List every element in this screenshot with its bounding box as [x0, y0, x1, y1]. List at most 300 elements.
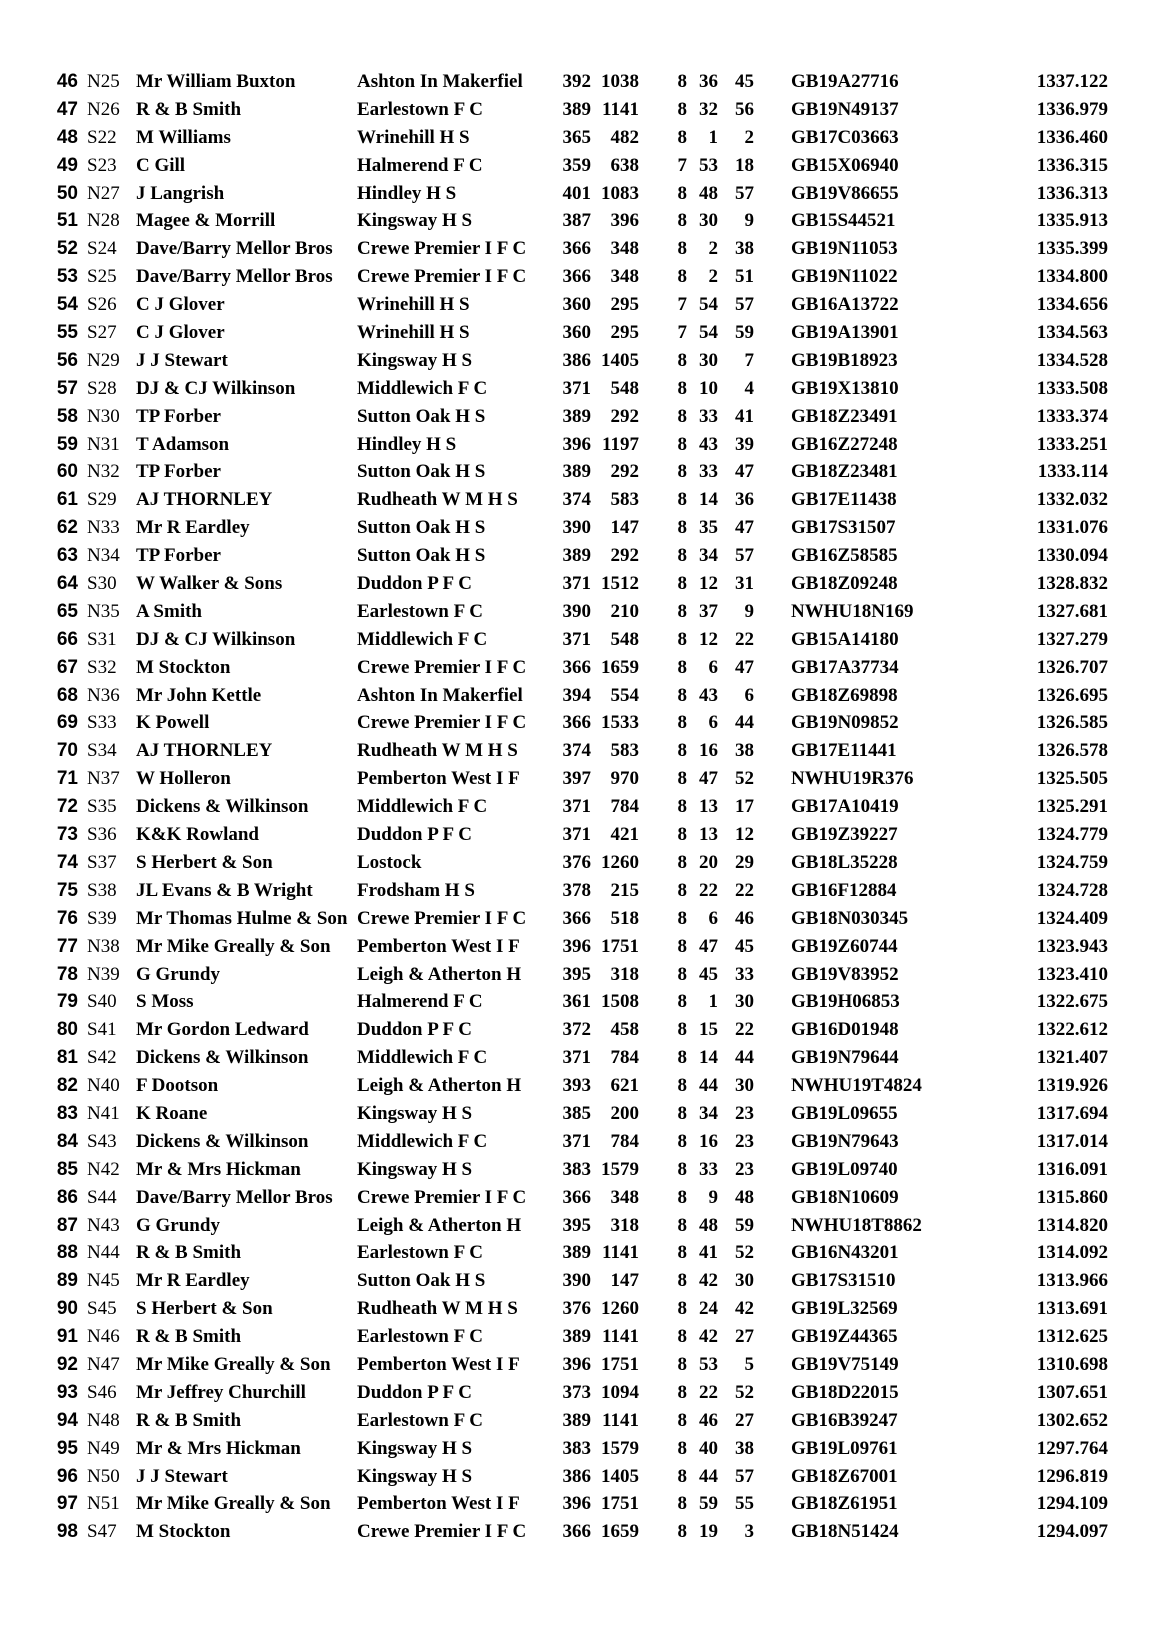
section-cell: N36: [87, 684, 120, 706]
ring-number-cell: GB18N51424: [791, 1521, 899, 1543]
position-cell: 64: [56, 573, 78, 595]
seconds-cell: 38: [735, 1437, 754, 1459]
yards-cell: 1141: [602, 1242, 639, 1264]
ring-number-cell: GB17A10419: [791, 796, 899, 818]
position-cell: 95: [56, 1437, 78, 1459]
club-cell: Leigh & Atherton H: [357, 1075, 522, 1097]
minutes-cell: 44: [699, 1075, 718, 1097]
hours-cell: 8: [677, 1437, 687, 1459]
miles-cell: 360: [562, 322, 591, 344]
velocity-cell: 1334.563: [1036, 322, 1108, 344]
velocity-cell: 1313.691: [1036, 1298, 1108, 1320]
club-cell: Crewe Premier I F C: [357, 266, 527, 288]
result-row: [0, 1379, 1158, 1407]
miles-cell: 389: [562, 545, 591, 567]
hours-cell: 8: [677, 266, 687, 288]
hours-cell: 8: [677, 935, 687, 957]
result-row: [0, 375, 1158, 403]
section-cell: S23: [87, 154, 117, 176]
club-cell: Crewe Premier I F C: [357, 907, 527, 929]
yards-cell: 1751: [601, 1353, 639, 1375]
miles-cell: 366: [562, 656, 591, 678]
yards-cell: 295: [610, 322, 639, 344]
hours-cell: 8: [677, 461, 687, 483]
seconds-cell: 44: [735, 1047, 754, 1069]
position-cell: 97: [56, 1493, 78, 1515]
ring-number-cell: GB16B39247: [791, 1409, 898, 1431]
ring-number-cell: GB15A14180: [791, 628, 899, 650]
minutes-cell: 34: [699, 1102, 718, 1124]
result-row: [0, 1267, 1158, 1295]
section-cell: S46: [87, 1381, 117, 1403]
position-cell: 63: [56, 545, 78, 567]
section-cell: N26: [87, 98, 120, 120]
velocity-cell: 1294.109: [1036, 1493, 1108, 1515]
velocity-cell: 1331.076: [1036, 517, 1108, 539]
name-cell: Dave/Barry Mellor Bros: [136, 238, 333, 260]
minutes-cell: 48: [699, 182, 718, 204]
minutes-cell: 12: [699, 573, 718, 595]
velocity-cell: 1324.759: [1036, 851, 1108, 873]
miles-cell: 366: [562, 238, 591, 260]
position-cell: 81: [56, 1047, 78, 1069]
minutes-cell: 6: [708, 656, 718, 678]
seconds-cell: 48: [735, 1186, 754, 1208]
position-cell: 66: [56, 628, 78, 650]
section-cell: S25: [87, 266, 117, 288]
position-cell: 75: [56, 879, 78, 901]
club-cell: Wrinehill H S: [357, 322, 470, 344]
yards-cell: 1751: [601, 935, 639, 957]
club-cell: Kingsway H S: [357, 349, 473, 371]
minutes-cell: 12: [699, 628, 718, 650]
seconds-cell: 30: [735, 991, 754, 1013]
hours-cell: 8: [677, 1186, 687, 1208]
name-cell: J J Stewart: [136, 1465, 228, 1487]
club-cell: Hindley H S: [357, 182, 457, 204]
name-cell: J Langrish: [136, 182, 225, 204]
name-cell: Mr Thomas Hulme & Son: [136, 907, 348, 929]
result-row: [0, 347, 1158, 375]
club-cell: Duddon P F C: [357, 824, 472, 846]
velocity-cell: 1317.694: [1036, 1102, 1108, 1124]
seconds-cell: 59: [735, 322, 754, 344]
minutes-cell: 53: [699, 1353, 718, 1375]
seconds-cell: 12: [735, 824, 754, 846]
yards-cell: 1197: [602, 433, 639, 455]
result-row: [0, 180, 1158, 208]
name-cell: C J Glover: [136, 294, 225, 316]
minutes-cell: 54: [699, 322, 718, 344]
velocity-cell: 1332.032: [1036, 489, 1108, 511]
miles-cell: 365: [562, 126, 591, 148]
position-cell: 77: [56, 935, 78, 957]
hours-cell: 8: [677, 182, 687, 204]
club-cell: Wrinehill H S: [357, 126, 470, 148]
result-row: [0, 152, 1158, 180]
velocity-cell: 1327.681: [1036, 600, 1108, 622]
result-row: [0, 1239, 1158, 1267]
miles-cell: 389: [562, 1409, 591, 1431]
section-cell: N46: [87, 1326, 120, 1348]
position-cell: 69: [56, 712, 78, 734]
miles-cell: 390: [562, 1270, 591, 1292]
section-cell: S34: [87, 740, 117, 762]
hours-cell: 8: [677, 740, 687, 762]
section-cell: N43: [87, 1214, 120, 1236]
velocity-cell: 1294.097: [1036, 1521, 1108, 1543]
result-row: [0, 1072, 1158, 1100]
ring-number-cell: GB19L09761: [791, 1437, 898, 1459]
yards-cell: 421: [610, 824, 639, 846]
club-cell: Pemberton West I F: [357, 1493, 520, 1515]
minutes-cell: 44: [699, 1465, 718, 1487]
velocity-cell: 1317.014: [1036, 1130, 1108, 1152]
result-row: [0, 933, 1158, 961]
seconds-cell: 27: [735, 1326, 754, 1348]
miles-cell: 393: [562, 1075, 591, 1097]
ring-number-cell: GB16D01948: [791, 1019, 899, 1041]
ring-number-cell: GB19A13901: [791, 322, 899, 344]
club-cell: Sutton Oak H S: [357, 405, 486, 427]
velocity-cell: 1334.800: [1036, 266, 1108, 288]
position-cell: 60: [56, 461, 78, 483]
velocity-cell: 1313.966: [1036, 1270, 1108, 1292]
minutes-cell: 1: [708, 991, 718, 1013]
seconds-cell: 23: [735, 1102, 754, 1124]
hours-cell: 8: [677, 991, 687, 1013]
seconds-cell: 55: [735, 1493, 754, 1515]
position-cell: 71: [56, 768, 78, 790]
miles-cell: 389: [562, 1326, 591, 1348]
velocity-cell: 1324.779: [1036, 824, 1108, 846]
miles-cell: 376: [562, 851, 591, 873]
seconds-cell: 57: [735, 1465, 754, 1487]
result-row: [0, 431, 1158, 459]
yards-cell: 318: [610, 963, 639, 985]
section-cell: N44: [87, 1242, 120, 1264]
hours-cell: 8: [677, 1130, 687, 1152]
name-cell: Mr & Mrs Hickman: [136, 1437, 301, 1459]
name-cell: R & B Smith: [136, 1409, 242, 1431]
ring-number-cell: GB19V83952: [791, 963, 899, 985]
ring-number-cell: GB19V75149: [791, 1353, 899, 1375]
section-cell: N34: [87, 545, 120, 567]
miles-cell: 366: [562, 1186, 591, 1208]
name-cell: R & B Smith: [136, 1326, 242, 1348]
ring-number-cell: GB19N79643: [791, 1130, 899, 1152]
miles-cell: 389: [562, 1242, 591, 1264]
result-row: [0, 682, 1158, 710]
miles-cell: 396: [562, 1353, 591, 1375]
seconds-cell: 38: [735, 238, 754, 260]
section-cell: N27: [87, 182, 120, 204]
ring-number-cell: GB18Z69898: [791, 684, 898, 706]
ring-number-cell: GB17E11438: [791, 489, 897, 511]
seconds-cell: 30: [735, 1270, 754, 1292]
seconds-cell: 23: [735, 1130, 754, 1152]
position-cell: 93: [56, 1381, 78, 1403]
velocity-cell: 1326.585: [1036, 712, 1108, 734]
seconds-cell: 38: [735, 740, 754, 762]
hours-cell: 8: [677, 1158, 687, 1180]
position-cell: 76: [56, 907, 78, 929]
name-cell: M Stockton: [136, 656, 231, 678]
minutes-cell: 47: [699, 768, 718, 790]
velocity-cell: 1328.832: [1036, 573, 1108, 595]
miles-cell: 396: [562, 433, 591, 455]
ring-number-cell: GB17A37734: [791, 656, 899, 678]
club-cell: Kingsway H S: [357, 1102, 473, 1124]
ring-number-cell: GB15S44521: [791, 210, 896, 232]
velocity-cell: 1326.707: [1036, 656, 1108, 678]
ring-number-cell: GB15X06940: [791, 154, 899, 176]
miles-cell: 372: [562, 1019, 591, 1041]
hours-cell: 8: [677, 573, 687, 595]
section-cell: N49: [87, 1437, 120, 1459]
section-cell: N35: [87, 600, 120, 622]
ring-number-cell: GB19A27716: [791, 71, 899, 92]
position-cell: 57: [56, 377, 78, 399]
hours-cell: 8: [677, 1409, 687, 1431]
miles-cell: 366: [562, 266, 591, 288]
position-cell: 51: [56, 210, 78, 232]
yards-cell: 784: [610, 796, 639, 818]
result-row: [0, 1212, 1158, 1240]
miles-cell: 366: [562, 712, 591, 734]
section-cell: N42: [87, 1158, 120, 1180]
velocity-cell: 1324.409: [1036, 907, 1108, 929]
ring-number-cell: NWHU18N169: [791, 600, 914, 622]
section-cell: S42: [87, 1047, 117, 1069]
position-cell: 89: [56, 1270, 78, 1292]
name-cell: JL Evans & B Wright: [136, 879, 313, 901]
miles-cell: 392: [562, 71, 591, 92]
hours-cell: 7: [677, 322, 687, 344]
minutes-cell: 22: [699, 879, 718, 901]
velocity-cell: 1333.251: [1036, 433, 1108, 455]
name-cell: G Grundy: [136, 1214, 220, 1236]
club-cell: Duddon P F C: [357, 1381, 472, 1403]
minutes-cell: 32: [699, 98, 718, 120]
section-cell: S24: [87, 238, 117, 260]
minutes-cell: 43: [699, 684, 718, 706]
minutes-cell: 43: [699, 433, 718, 455]
minutes-cell: 30: [699, 210, 718, 232]
seconds-cell: 9: [744, 210, 754, 232]
club-cell: Middlewich F C: [357, 1130, 488, 1152]
hours-cell: 8: [677, 1326, 687, 1348]
yards-cell: 1508: [601, 991, 639, 1013]
result-row: [0, 849, 1158, 877]
seconds-cell: 2: [744, 126, 754, 148]
yards-cell: 295: [610, 294, 639, 316]
position-cell: 92: [56, 1353, 78, 1375]
hours-cell: 8: [677, 489, 687, 511]
hours-cell: 8: [677, 1521, 687, 1543]
section-cell: S40: [87, 991, 117, 1013]
minutes-cell: 42: [699, 1270, 718, 1292]
club-cell: Rudheath W M H S: [357, 740, 518, 762]
result-row: [0, 68, 1158, 96]
hours-cell: 8: [677, 1465, 687, 1487]
position-cell: 83: [56, 1102, 78, 1124]
result-row: [0, 765, 1158, 793]
hours-cell: 8: [677, 768, 687, 790]
section-cell: S38: [87, 879, 117, 901]
hours-cell: 8: [677, 628, 687, 650]
name-cell: Magee & Morrill: [136, 210, 276, 232]
name-cell: C J Glover: [136, 322, 225, 344]
velocity-cell: 1330.094: [1036, 545, 1108, 567]
section-cell: N50: [87, 1465, 120, 1487]
seconds-cell: 22: [735, 879, 754, 901]
result-row: [0, 1016, 1158, 1044]
club-cell: Pemberton West I F: [357, 1353, 520, 1375]
name-cell: K Powell: [136, 712, 210, 734]
ring-number-cell: GB18N030345: [791, 907, 909, 929]
hours-cell: 8: [677, 126, 687, 148]
seconds-cell: 23: [735, 1158, 754, 1180]
hours-cell: 8: [677, 1242, 687, 1264]
seconds-cell: 47: [735, 517, 754, 539]
section-cell: N30: [87, 405, 120, 427]
ring-number-cell: GB16F12884: [791, 879, 897, 901]
hours-cell: 8: [677, 71, 687, 92]
name-cell: Mr R Eardley: [136, 517, 250, 539]
club-cell: Kingsway H S: [357, 1437, 473, 1459]
ring-number-cell: GB19Z60744: [791, 935, 898, 957]
ring-number-cell: GB18Z09248: [791, 573, 898, 595]
miles-cell: 366: [562, 907, 591, 929]
position-cell: 54: [56, 294, 78, 316]
section-cell: N31: [87, 433, 120, 455]
name-cell: Dave/Barry Mellor Bros: [136, 266, 333, 288]
yards-cell: 348: [610, 266, 639, 288]
hours-cell: 8: [677, 349, 687, 371]
club-cell: Middlewich F C: [357, 796, 488, 818]
velocity-cell: 1310.698: [1036, 1353, 1108, 1375]
section-cell: S26: [87, 294, 117, 316]
miles-cell: 396: [562, 1493, 591, 1515]
velocity-cell: 1334.528: [1036, 349, 1108, 371]
velocity-cell: 1316.091: [1036, 1158, 1108, 1180]
velocity-cell: 1336.979: [1036, 98, 1108, 120]
section-cell: S33: [87, 712, 117, 734]
hours-cell: 8: [677, 656, 687, 678]
seconds-cell: 5: [744, 1353, 754, 1375]
result-row: [0, 1463, 1158, 1491]
seconds-cell: 22: [735, 1019, 754, 1041]
hours-cell: 8: [677, 377, 687, 399]
name-cell: W Holleron: [136, 768, 231, 790]
club-cell: Earlestown F C: [357, 1242, 483, 1264]
position-cell: 98: [56, 1521, 78, 1543]
minutes-cell: 33: [699, 405, 718, 427]
ring-number-cell: GB18Z23481: [791, 461, 898, 483]
miles-cell: 374: [562, 489, 591, 511]
section-cell: S39: [87, 907, 117, 929]
name-cell: K&K Rowland: [136, 824, 259, 846]
club-cell: Ashton In Makerfiel: [357, 71, 523, 92]
minutes-cell: 35: [699, 517, 718, 539]
hours-cell: 8: [677, 210, 687, 232]
result-row: [0, 96, 1158, 124]
name-cell: C Gill: [136, 154, 186, 176]
hours-cell: 8: [677, 545, 687, 567]
result-row: [0, 1323, 1158, 1351]
yards-cell: 1405: [601, 1465, 639, 1487]
yards-cell: 200: [610, 1102, 639, 1124]
miles-cell: 371: [562, 377, 591, 399]
position-cell: 48: [56, 126, 78, 148]
position-cell: 56: [56, 349, 78, 371]
club-cell: Crewe Premier I F C: [357, 656, 527, 678]
seconds-cell: 57: [735, 545, 754, 567]
minutes-cell: 6: [708, 907, 718, 929]
yards-cell: 1260: [601, 851, 639, 873]
club-cell: Earlestown F C: [357, 600, 483, 622]
velocity-cell: 1325.505: [1036, 768, 1108, 790]
hours-cell: 8: [677, 433, 687, 455]
section-cell: N25: [87, 71, 120, 92]
position-cell: 47: [56, 98, 78, 120]
hours-cell: 8: [677, 1047, 687, 1069]
section-cell: N37: [87, 768, 120, 790]
section-cell: N47: [87, 1353, 120, 1375]
seconds-cell: 46: [735, 907, 754, 929]
yards-cell: 348: [610, 1186, 639, 1208]
position-cell: 80: [56, 1019, 78, 1041]
velocity-cell: 1333.508: [1036, 377, 1108, 399]
minutes-cell: 33: [699, 461, 718, 483]
hours-cell: 7: [677, 154, 687, 176]
miles-cell: 390: [562, 600, 591, 622]
miles-cell: 360: [562, 294, 591, 316]
yards-cell: 784: [610, 1047, 639, 1069]
miles-cell: 371: [562, 1130, 591, 1152]
club-cell: Ashton In Makerfiel: [357, 684, 523, 706]
name-cell: Mr Mike Greally & Son: [136, 1353, 331, 1375]
section-cell: N28: [87, 210, 120, 232]
result-row: [0, 988, 1158, 1016]
name-cell: S Herbert & Son: [136, 1298, 273, 1320]
velocity-cell: 1323.410: [1036, 963, 1108, 985]
hours-cell: 8: [677, 1381, 687, 1403]
name-cell: TP Forber: [136, 545, 221, 567]
minutes-cell: 59: [699, 1493, 718, 1515]
result-row: [0, 570, 1158, 598]
yards-cell: 1141: [602, 1409, 639, 1431]
club-cell: Middlewich F C: [357, 1047, 488, 1069]
section-cell: N39: [87, 963, 120, 985]
velocity-cell: 1325.291: [1036, 796, 1108, 818]
velocity-cell: 1312.625: [1036, 1326, 1108, 1348]
ring-number-cell: GB19H06853: [791, 991, 900, 1013]
ring-number-cell: GB19N09852: [791, 712, 899, 734]
name-cell: DJ & CJ Wilkinson: [136, 377, 296, 399]
velocity-cell: 1334.656: [1036, 294, 1108, 316]
minutes-cell: 16: [699, 1130, 718, 1152]
section-cell: S31: [87, 628, 117, 650]
position-cell: 65: [56, 600, 78, 622]
yards-cell: 396: [610, 210, 639, 232]
name-cell: Dickens & Wilkinson: [136, 1130, 309, 1152]
miles-cell: 390: [562, 517, 591, 539]
club-cell: Sutton Oak H S: [357, 1270, 486, 1292]
section-cell: N48: [87, 1409, 120, 1431]
minutes-cell: 14: [699, 1047, 718, 1069]
